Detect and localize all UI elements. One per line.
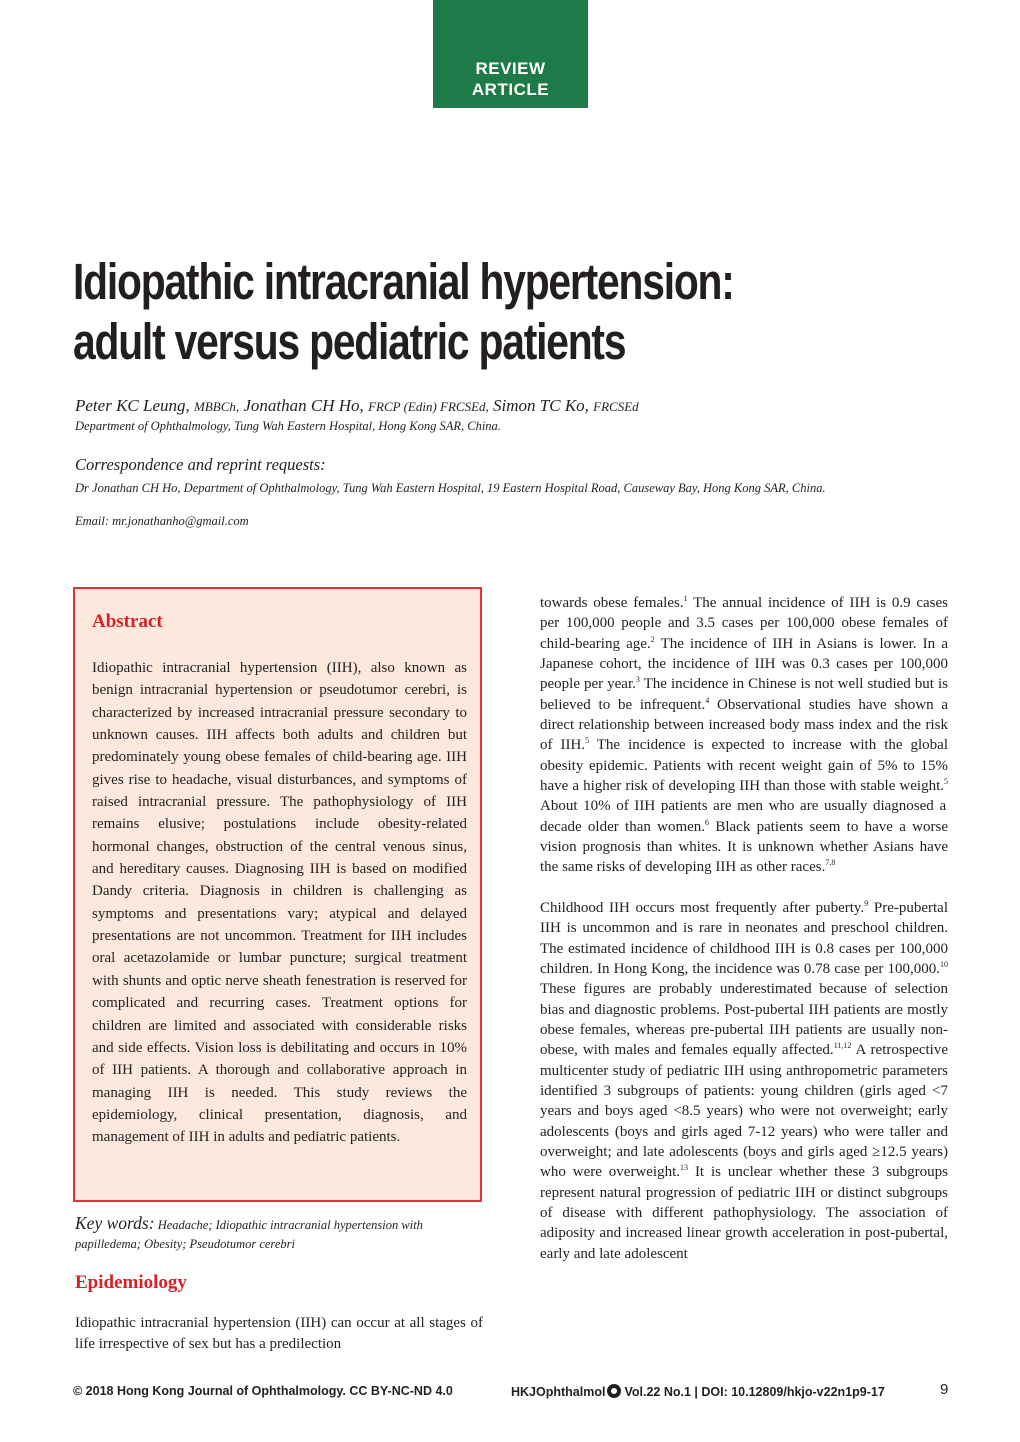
citation-ref: 13 bbox=[680, 1163, 689, 1173]
article-type-badge bbox=[433, 0, 588, 108]
epidemiology-paragraph-adult bbox=[540, 593, 948, 878]
author-degrees: MBBCh, bbox=[194, 399, 240, 414]
abstract-text: Idiopathic intracranial hypertension (IIH), also known as benign intracranial hypertension or pseudotumor cerebri, is characterized by increased intracranial pressure secondary to unknown causes. IIH affects both adults and children but predominately young obese females of child-bearing age. IIH gives rise to headache, visual disturbances, and symptoms of raised intracranial pressure. The pathophysiology of IIH remains elusive; postulations include obesity-related hormonal changes, obstruction of the central venous sinus, and hereditary causes. Diagnosing IIH is based on modified Dandy criteria. Diagnosis in children is challenging as symptoms and presentations vary; atypical and delayed presentations are not uncommon. Treatment for IIH includes oral acetazolamide or lumbar puncture; surgical treatment with shunts and optic nerve sheath fenestration is reserved for complicated and recurring cases. Treatment options for children are limited and associated with considerable risks and side effects. Vision loss is debilitating and occurs in 10% of IIH patients. A thorough and collaborative approach in managing IIH is needed. This study reviews the epidemiology, clinical presentation, diagnosis, and management of IIH in adults and pediatric patients. bbox=[92, 660, 467, 1146]
correspondence-heading: Correspondence and reprint requests: bbox=[75, 455, 326, 474]
section-heading-epidemiology: Epidemiology bbox=[75, 1272, 187, 1293]
abstract-box bbox=[73, 587, 482, 1202]
citation-ref: 7,8 bbox=[825, 858, 836, 868]
paragraph-text: The annual incidence of IIH is 0.9 cases per 100,000 people and 3.5 cases per 100,000 obese females of child-bearing age. bbox=[540, 595, 948, 652]
footer-journal: HKJOphthalmol bbox=[511, 1385, 606, 1399]
right-column bbox=[540, 593, 948, 1264]
citation-ref: 10 bbox=[940, 959, 948, 969]
paragraph-text: The incidence of IIH in Asians is lower. In a Japanese cohort, the incidence of IIH was 0.3 cases per 100,000 people per year. bbox=[540, 635, 948, 693]
epidemiology-paragraph-intro: Idiopathic intracranial hypertension (IIH) can occur at all stages of life irrespective of sex but has a predilection bbox=[75, 1315, 483, 1352]
eye-icon bbox=[607, 1384, 621, 1398]
citation-ref: 11,12 bbox=[833, 1041, 852, 1051]
affiliation: Department of Ophthalmology, Tung Wah Eastern Hospital, Hong Kong SAR, China. bbox=[75, 419, 501, 433]
author-name: Peter KC Leung, bbox=[75, 396, 190, 415]
paragraph-text: Black patients seem to have a worse vision prognosis than whites. It is unknown whether Asians have the same risks of developing IIH as other races. bbox=[540, 818, 948, 876]
author-degrees: FRCP (Edin) FRCSEd, bbox=[368, 399, 489, 414]
keywords bbox=[75, 1214, 485, 1254]
footer-copyright: © 2018 Hong Kong Journal of Ophthalmology. CC BY-NC-ND 4.0 bbox=[73, 1384, 453, 1398]
citation-ref: 1 bbox=[683, 594, 688, 603]
author-name: Simon TC Ko, bbox=[493, 396, 589, 415]
page-number: 9 bbox=[940, 1381, 949, 1398]
badge-line-2: ARTICLE bbox=[471, 80, 550, 99]
paragraph-text: About 10% of IIH patients are men who are usually diagnosed a decade older than women. bbox=[540, 798, 947, 835]
citation-ref: 6 bbox=[705, 817, 710, 827]
citation-ref: 9 bbox=[864, 898, 869, 908]
paragraph-text: A retrospective multicenter study of pediatric IIH using anthropometric parameters identified 3 subgroups of patients: young children (girls aged <7 years and boys aged <8.5 years) who were not overweight; early adolescents (boys and girls aged 7-12 years) who were taller and overweight; and late adolescents (boys and girls aged ≥12.5 years) who were overweight. bbox=[540, 1042, 948, 1181]
paragraph-text: These figures are probably underestimated because of selection bias and diagnostic problems. Post-pubertal IIH patients are mostly obese females, whereas pre-pubertal IIH patients are usually non-obese, with males and females equally affected. bbox=[540, 981, 948, 1059]
paragraph-text: It is unclear whether these 3 subgroups represent natural progression of pediatric IIH or distinct subgroups of disease with different pathophysiology. The association of adiposity and increased linear growth acceleration in post-pubertal, early and late adolescent bbox=[540, 1164, 948, 1262]
footer-volume-doi: Vol.22 No.1 | DOI: 10.12809/hkjo-v22n1p9-17 bbox=[624, 1385, 885, 1399]
citation-ref: 3 bbox=[635, 675, 640, 685]
correspondence-email: Email: mr.jonathanho@gmail.com bbox=[75, 514, 249, 528]
title-line-1: Idiopathic intracranial hypertension: bbox=[73, 253, 734, 310]
title-line-2: adult versus pediatric patients bbox=[73, 313, 626, 370]
keywords-terms: Headache; Idiopathic intracranial hypertension with papilledema; Obesity; Pseudotumor cerebri bbox=[75, 1218, 423, 1251]
citation-ref: 5 bbox=[585, 736, 590, 746]
correspondence-address: Dr Jonathan CH Ho, Department of Ophthalmology, Tung Wah Eastern Hospital, 19 Eastern Hospital Road, Causeway Bay, Hong Kong SAR, China. bbox=[75, 481, 826, 495]
citation-ref: 4 bbox=[705, 695, 710, 705]
author-name: Jonathan CH Ho, bbox=[243, 396, 364, 415]
footer-citation bbox=[511, 1384, 885, 1399]
author-degrees: FRCSEd bbox=[593, 399, 639, 414]
paragraph-text: towards obese females. bbox=[540, 595, 684, 611]
keywords-label: Key words: bbox=[75, 1213, 155, 1233]
paragraph-text: Pre-pubertal IIH is uncommon and is rare in neonates and preschool children. The estimated incidence of childhood IIH is 0.8 cases per 100,000 children. In Hong Kong, the incidence was 0.78 case per 100,000. bbox=[540, 899, 948, 977]
citation-ref: 2 bbox=[650, 634, 655, 644]
paragraph-text: Childhood IIH occurs most frequently after puberty. bbox=[540, 899, 865, 916]
article-title bbox=[73, 252, 793, 372]
citation-ref: 5 bbox=[944, 777, 948, 787]
author-list bbox=[75, 396, 639, 416]
badge-line-1: REVIEW bbox=[475, 59, 546, 78]
abstract-heading: Abstract bbox=[92, 611, 163, 632]
paragraph-text: Observational studies have shown a direct relationship between increased body mass index and the risk of IIH. bbox=[540, 696, 948, 754]
epidemiology-paragraph-pediatric bbox=[540, 898, 948, 1264]
paragraph-text: The incidence in Chinese is not well studied but is believed to be infrequent. bbox=[540, 676, 948, 713]
paragraph-text: The incidence is expected to increase with the global obesity epidemic. Patients with recent weight gain of 5% to 15% have a higher risk of developing IIH than those with stable weight. bbox=[540, 737, 948, 795]
